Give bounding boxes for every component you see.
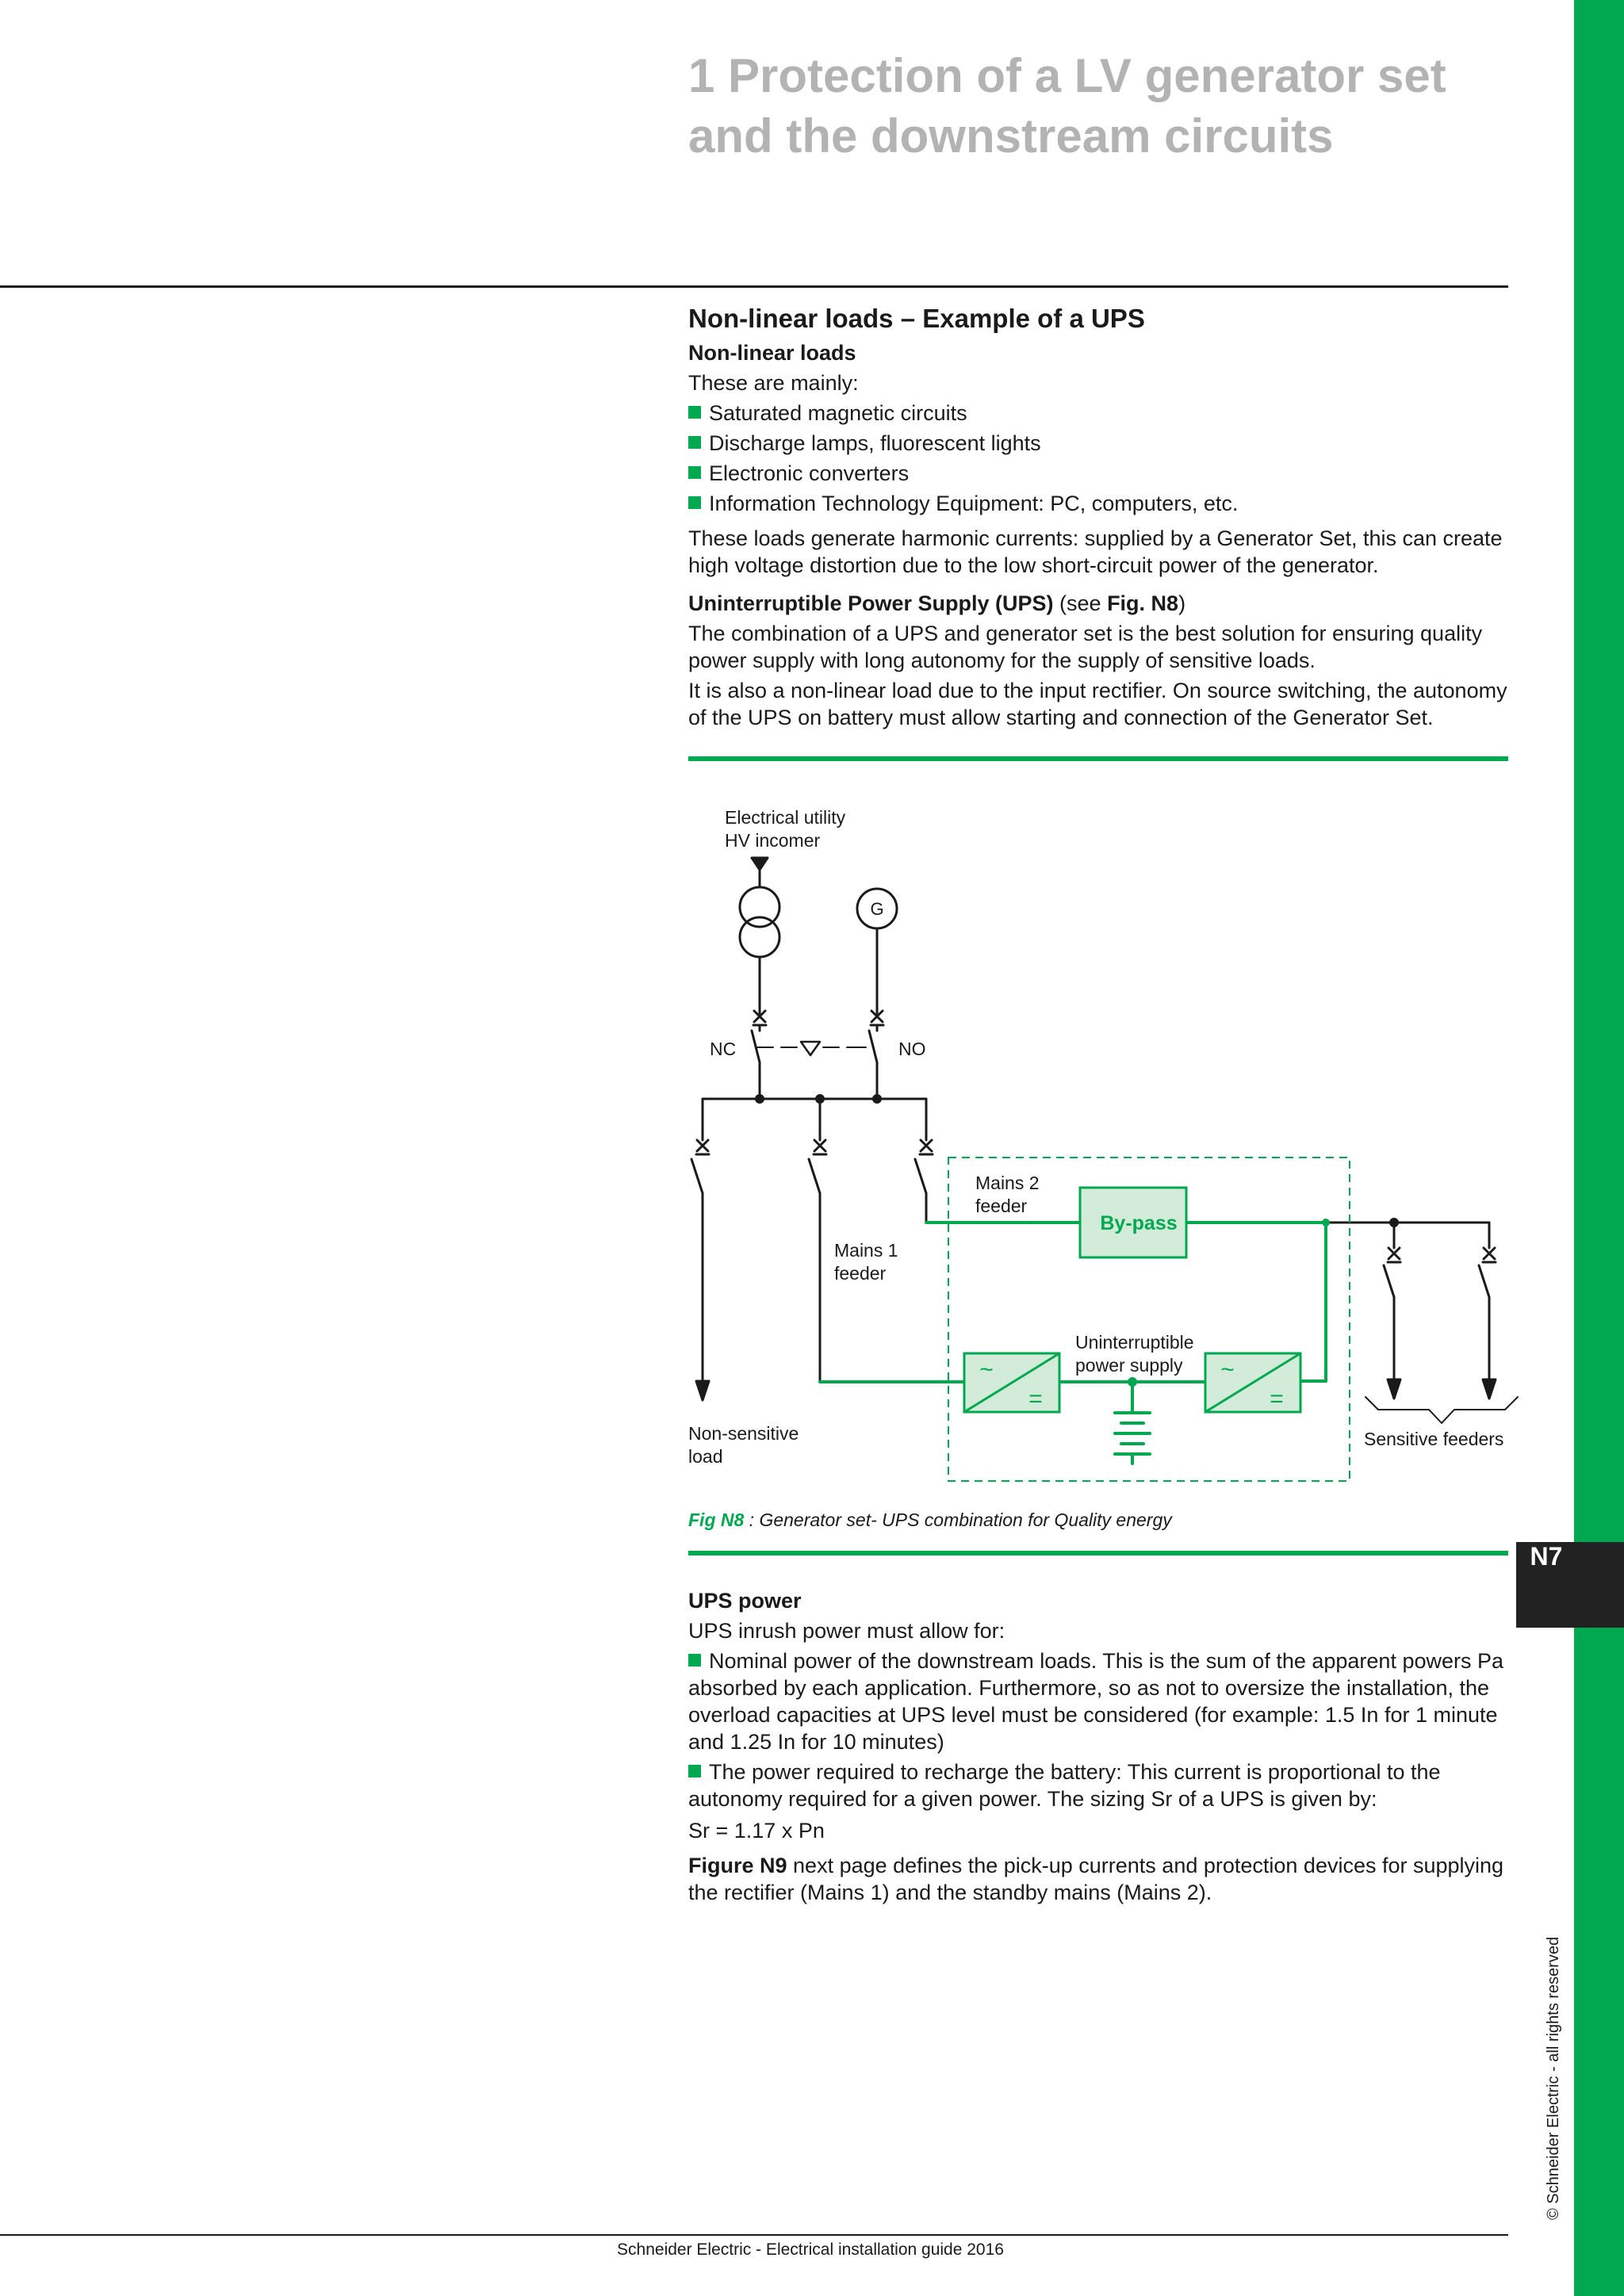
figure-n9-reference xyxy=(688,1852,1513,1906)
bullet-square-icon xyxy=(688,1654,701,1667)
transformer-upper-coil xyxy=(740,887,779,927)
label-nonsensitive-line2: load xyxy=(688,1446,723,1467)
label-no: NO xyxy=(898,1039,926,1059)
ups-heading-bold: Uninterruptible Power Supply (UPS) xyxy=(688,591,1054,615)
label-generator: G xyxy=(870,899,884,919)
inverter-converter xyxy=(1205,1353,1300,1412)
label-utility-line1: Electrical utility xyxy=(725,807,846,828)
junction-dot xyxy=(1322,1219,1330,1226)
footer-rule xyxy=(0,2234,1508,2236)
chapter-title: 1 Protection of a LV generator set and the downstream circuits xyxy=(688,49,1446,163)
feeder-switch-blade xyxy=(915,1159,926,1193)
label-nc: NC xyxy=(710,1039,737,1059)
label-mains1-line1: Mains 1 xyxy=(834,1240,898,1261)
junction-dot xyxy=(1128,1377,1137,1387)
nonlinear-heading: Non-linear loads xyxy=(688,341,856,365)
list-item xyxy=(688,1647,1513,1755)
figure-bottom-rule xyxy=(688,1551,1508,1556)
feeder-switch-blade xyxy=(1384,1265,1394,1297)
ups-power-heading: UPS power xyxy=(688,1589,802,1613)
section-ups-power xyxy=(688,1587,1513,1906)
list-item-text: Information Technology Equipment: PC, computers, etc. xyxy=(709,492,1239,515)
ups-paragraph-2: It is also a non-linear load due to the input rectifier. On source switching, the autonomy of the UPS on battery must allow starting and connection of the Generator Set. xyxy=(688,679,1507,729)
label-mains2-line2: feeder xyxy=(975,1196,1028,1216)
junction-dot xyxy=(1389,1218,1399,1227)
breaker-x-icon xyxy=(1388,1248,1400,1262)
label-utility-line2: HV incomer xyxy=(725,830,821,851)
ups-heading-close: ) xyxy=(1178,591,1186,615)
feeder-switch-blade xyxy=(809,1159,820,1193)
list-item-text: Saturated magnetic circuits xyxy=(709,401,967,425)
breaker-x-icon xyxy=(1483,1248,1496,1262)
label-nonsensitive-line1: Non-sensitive xyxy=(688,1423,799,1444)
feeder-switch-blade xyxy=(1479,1265,1489,1297)
label-sensitive-feeders: Sensitive feeders xyxy=(1364,1429,1504,1449)
interlock-triangle-icon xyxy=(801,1042,820,1055)
ups-heading-fig-ref: Fig. N8 xyxy=(1107,591,1179,615)
junction-dot xyxy=(815,1094,825,1104)
footer-text: Schneider Electric - Electrical installation guide 2016 xyxy=(617,2241,1004,2259)
label-ups-line1: Uninterruptible xyxy=(1075,1332,1194,1353)
label-mains2-line1: Mains 2 xyxy=(975,1173,1040,1193)
breaker-x-icon xyxy=(814,1140,826,1154)
figure-caption xyxy=(688,1510,1172,1531)
arrow-down-icon xyxy=(696,1381,709,1400)
page-tab-label: N7 xyxy=(1530,1542,1563,1571)
arrow-down-icon xyxy=(1388,1380,1400,1399)
converter-dc-symbol: = xyxy=(1270,1386,1284,1412)
ups-power-intro: UPS inrush power must allow for: xyxy=(688,1619,1005,1643)
list-item-text: Discharge lamps, fluorescent lights xyxy=(709,431,1041,455)
nonlinear-intro: These are mainly: xyxy=(688,371,859,395)
arrow-down-icon xyxy=(1483,1380,1496,1399)
figure-n9-text: next page defines the pick-up currents and protection devices for supplying the rectifier (Mains 1) and the standby mains (Mains 2). xyxy=(688,1854,1504,1904)
junction-dot xyxy=(755,1094,764,1104)
caption-fig-ref: Fig N8 xyxy=(688,1510,745,1530)
list-item-text: Nominal power of the downstream loads. This is the sum of the apparent powers Pa absorbed by each application. Furthermore, so as not to oversize the installation, the overload capacities at UPS level must be considered (for example: 1.5 In for 1 minute and 1.25 In for 10 minutes) xyxy=(688,1649,1504,1754)
utility-triangle-icon xyxy=(752,858,768,870)
section-title: Non-linear loads – Example of a UPS xyxy=(688,304,1145,333)
caption-text: : Generator set- UPS combination for Quality energy xyxy=(744,1510,1172,1530)
junction-dot xyxy=(872,1094,882,1104)
list-item xyxy=(688,1758,1513,1812)
figure-n9-bold: Figure N9 xyxy=(688,1854,787,1877)
converter-ac-symbol: ~ xyxy=(1220,1357,1235,1383)
transformer-lower-coil xyxy=(740,917,779,957)
sensitive-feeders-brace xyxy=(1365,1397,1518,1423)
copyright-notice: © Schneider Electric - all rights reserved xyxy=(1545,1936,1562,2220)
list-item-text: The power required to recharge the battery: This current is proportional to the autonomy required for a given power. The sizing Sr of a UPS is given by: xyxy=(688,1760,1441,1811)
ups-heading-see: (see xyxy=(1053,591,1108,615)
sizing-formula: Sr = 1.17 x Pn xyxy=(688,1819,825,1843)
list-item-text: Electronic converters xyxy=(709,461,910,485)
breaker-x-icon xyxy=(696,1140,709,1154)
rectifier-converter xyxy=(964,1353,1059,1412)
converter-ac-symbol: ~ xyxy=(979,1357,994,1383)
converter-dc-symbol: = xyxy=(1028,1386,1043,1412)
label-mains1-line2: feeder xyxy=(834,1263,887,1284)
ups-paragraph-1: The combination of a UPS and generator set is the best solution for ensuring quality power supply with long autonomy for the supply of sensitive loads. xyxy=(688,622,1483,672)
bypass-label: By-pass xyxy=(1100,1212,1178,1234)
breaker-x-icon xyxy=(920,1140,933,1154)
switch-no-blade xyxy=(869,1031,877,1062)
bullet-square-icon xyxy=(688,1765,701,1777)
footer xyxy=(0,2241,1624,2260)
feeder-switch-blade xyxy=(691,1159,703,1193)
harmonics-paragraph: These loads generate harmonic currents: supplied by a Generator Set, this can create high voltage distortion due to the low short-circuit power of the generator. xyxy=(688,526,1503,577)
label-ups-line2: power supply xyxy=(1075,1355,1183,1376)
